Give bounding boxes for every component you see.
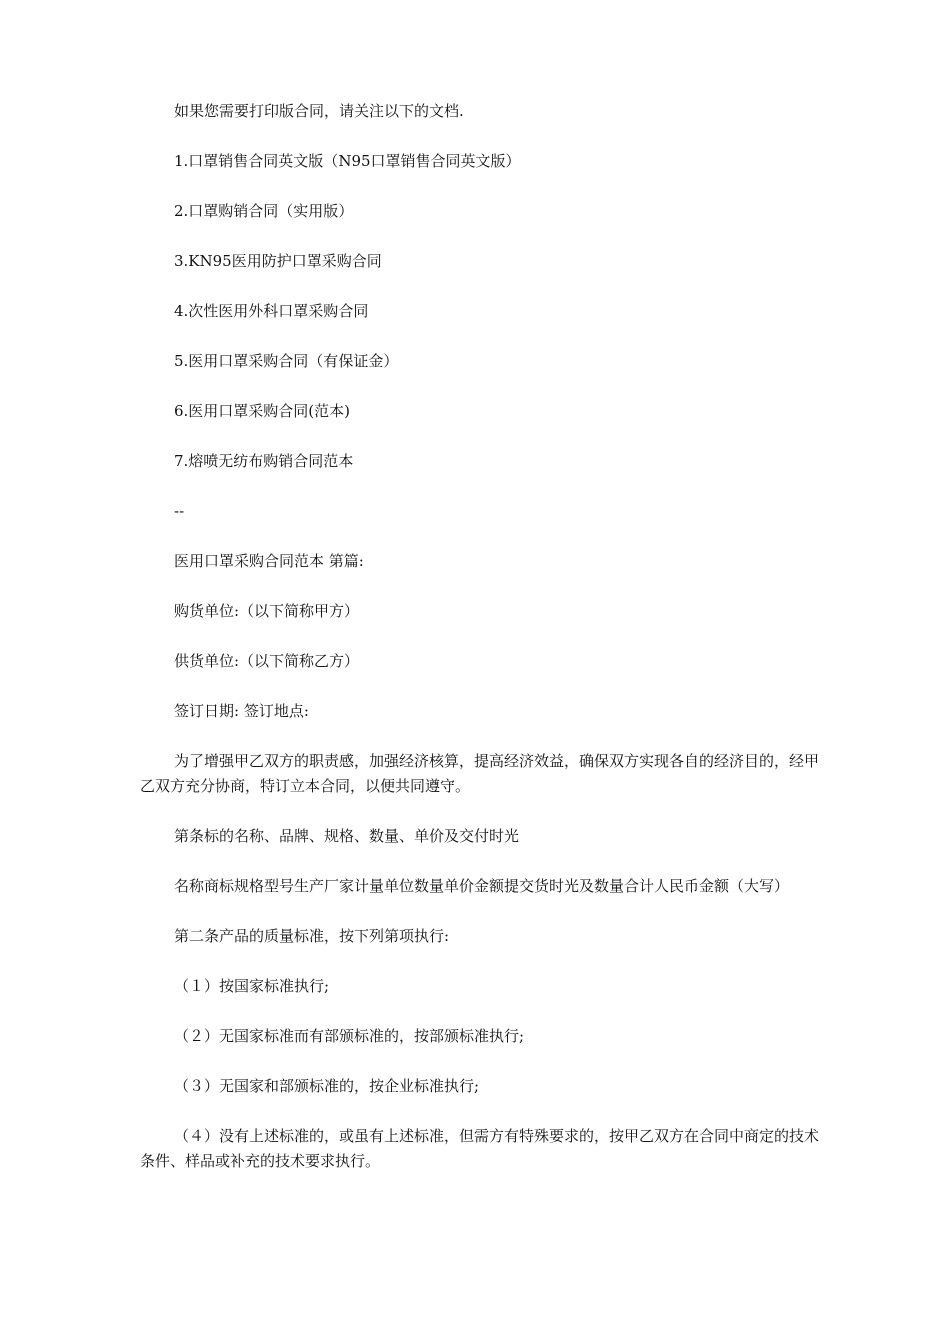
list-item: 2.口罩购销合同（实用版） xyxy=(174,202,354,220)
clause-heading: 第二条产品的质量标准，按下列第项执行: xyxy=(174,927,450,945)
body-paragraph: 为了增强甲乙双方的职责感，加强经济核算，提高经济效益，确保双方实现各自的经济目的，经甲乙双方充分协商，特订立本合同，以便共同遵守。 xyxy=(140,752,820,795)
separator-text: -- xyxy=(174,502,185,520)
list-item: 4.次性医用外科口罩采购合同 xyxy=(174,302,369,320)
clause-item: （２）无国家标准而有部颁标准的，按部颁标准执行; xyxy=(174,1027,525,1045)
list-item: 1.口罩销售合同英文版（N95口罩销售合同英文版） xyxy=(174,152,521,170)
supplier-line: 供货单位:（以下简称乙方） xyxy=(174,652,360,670)
contract-title: 医用口罩采购合同范本 第篇: xyxy=(174,552,364,570)
clause-item: （３）无国家和部颁标准的，按企业标准执行; xyxy=(174,1077,480,1095)
clause-item: （４）没有上述标准的，或虽有上述标准，但需方有特殊要求的，按甲乙双方在合同中商定的技术条件、样品或补充的技术要求执行。 xyxy=(140,1127,820,1170)
buyer-line: 购货单位:（以下简称甲方） xyxy=(174,602,360,620)
intro-paragraph: 如果您需要打印版合同，请关注以下的文档. xyxy=(174,102,464,120)
list-item: 5.医用口罩采购合同（有保证金） xyxy=(174,352,399,370)
body-paragraph: 名称商标规格型号生产厂家计量单位数量单价金额提交货时光及数量合计人民币金额（大写） xyxy=(174,877,790,895)
clause-item: （１）按国家标准执行; xyxy=(174,977,330,995)
list-item: 3.KN95医用防护口罩采购合同 xyxy=(174,252,382,270)
list-item: 6.医用口罩采购合同(范本) xyxy=(174,402,351,420)
list-item: 7.熔喷无纺布购销合同范本 xyxy=(174,452,354,470)
signing-info-line: 签订日期: 签订地点: xyxy=(174,702,309,720)
clause-heading: 第条标的名称、品牌、规格、数量、单价及交付时光 xyxy=(174,827,520,845)
document-body xyxy=(140,99,820,1199)
